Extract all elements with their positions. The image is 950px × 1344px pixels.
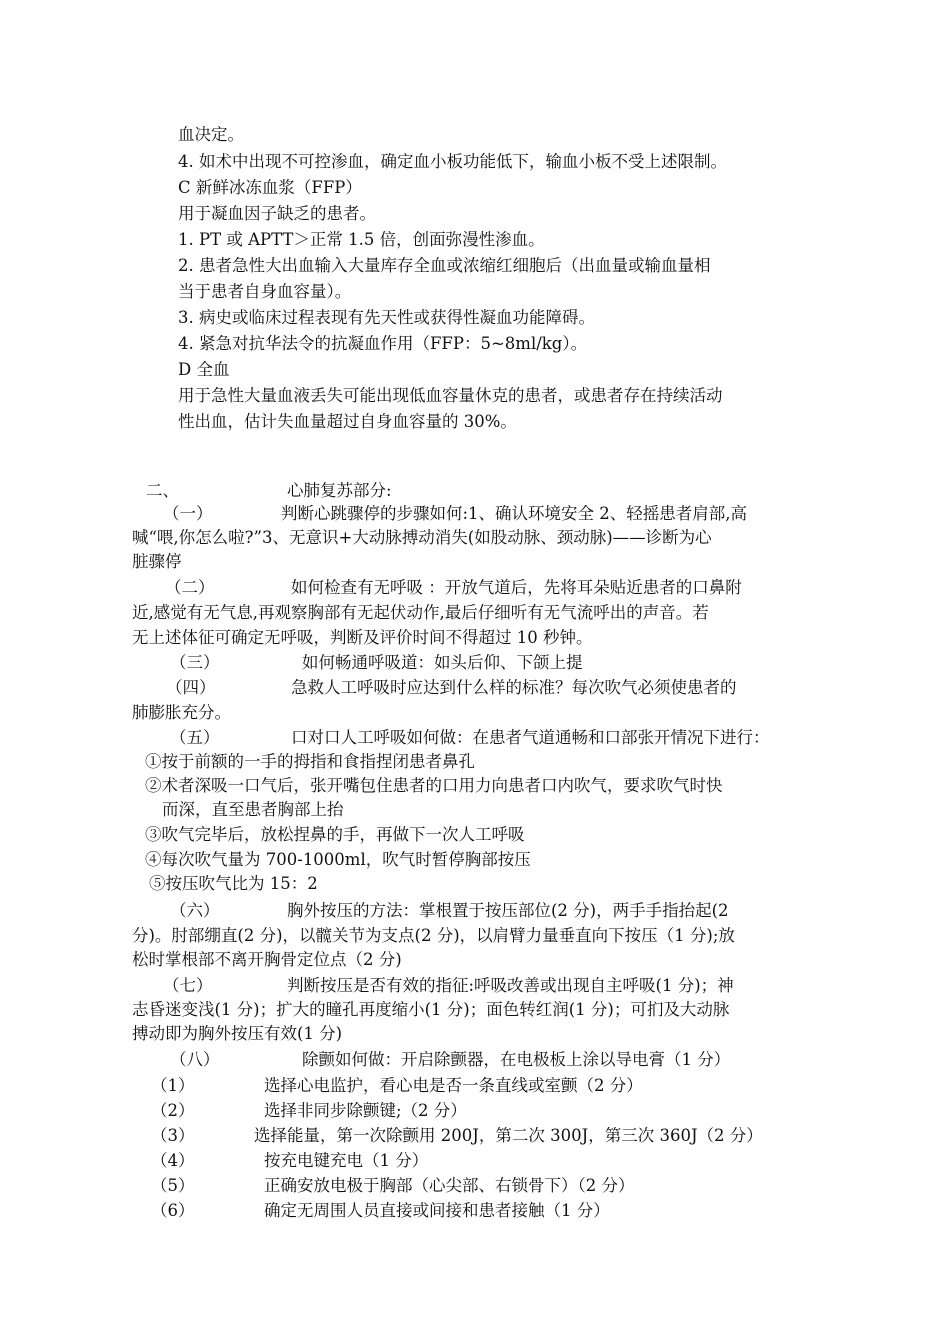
step-text: 选择非同步除颤键;（2 分）: [264, 1101, 467, 1120]
text-line: 用于急性大量血液丢失可能出现低血容量休克的患者，或患者存在持续活动: [178, 386, 723, 405]
text-line: 4. 紧急对抗华法令的抗凝血作用（FFP：5~8ml/kg）。: [178, 334, 588, 353]
text-line: 性出血，估计失血量超过自身血容量的 30%。: [178, 412, 517, 431]
step-number: （4）: [151, 1151, 195, 1170]
item-number: （二）: [165, 578, 215, 597]
item-question: 如何检查有无呼吸 ：开放气道后，先将耳朵贴近患者的口鼻附: [291, 578, 742, 597]
item-text: 松时掌根部不离开胸骨定位点（2 分): [132, 950, 402, 969]
sub-point: ②术者深吸一口气后，张开嘴包住患者的口用力向患者口内吹气，要求吹气时快: [145, 776, 723, 795]
item-question: 如何畅通呼吸道：如头后仰、下颌上提: [302, 653, 583, 672]
item-number: （一）: [163, 504, 213, 523]
item-text: 肺膨胀充分。: [132, 703, 231, 722]
item-question: 判断按压是否有效的指征:呼吸改善或出现自主呼吸(1 分)；神: [287, 976, 734, 995]
item-text: 无上述体征可确定无呼吸，判断及评价时间不得超过 10 秒钟。: [132, 628, 593, 647]
step-number: （6）: [151, 1201, 195, 1220]
item-number: （六）: [170, 901, 220, 920]
item-question: 急救人工呼吸时应达到什么样的标准？每次吹气必须使患者的: [291, 678, 737, 697]
section-number: 二、: [146, 481, 179, 500]
step-text: 选择能量，第一次除颤用 200J，第二次 300J，第三次 360J（2 分）: [254, 1126, 763, 1145]
step-text: 正确安放电极于胸部（心尖部、右锁骨下）（2 分）: [264, 1176, 635, 1195]
item-question: 口对口人工呼吸如何做：在患者气道通畅和口部张开情况下进行：: [291, 728, 770, 747]
text-line: 用于凝血因子缺乏的患者。: [178, 204, 376, 223]
step-text: 按充电键充电（1 分）: [264, 1151, 429, 1170]
text-line: 4. 如术中出现不可控渗血，确定血小板功能低下，输血小板不受上述限制。: [178, 152, 727, 171]
sub-point: ③吹气完毕后，放松捏鼻的手，再做下一次人工呼吸: [145, 825, 525, 844]
item-number: （五）: [170, 728, 220, 747]
step-number: （1）: [151, 1076, 195, 1095]
item-text: 分)。肘部绷直(2 分)，以髋关节为支点(2 分)，以肩臂力量垂直向下按压（1 分);放: [132, 926, 735, 945]
text-line: 当于患者自身血容量）。: [178, 282, 352, 301]
item-question: 除颤如何做：开启除颤器，在电极板上涂以导电膏（1 分）: [302, 1050, 731, 1069]
sub-point: ④每次吹气量为 700-1000ml，吹气时暂停胸部按压: [145, 850, 531, 869]
text-line: 3. 病史或临床过程表现有先天性或获得性凝血功能障碍。: [178, 308, 595, 327]
item-text: 近,感觉有无气息,再观察胸部有无起伏动作,最后仔细听有无气流呼出的声音。若: [132, 603, 709, 622]
section-title: 心肺复苏部分:: [287, 481, 392, 500]
text-line: 1. PT 或 APTT＞正常 1.5 倍，创面弥漫性渗血。: [178, 230, 545, 249]
item-question: 胸外按压的方法：掌根置于按压部位(2 分)，两手手指抬起(2: [287, 901, 729, 920]
sub-point: ⑤按压吹气比为 15：2: [149, 874, 318, 893]
sub-point: ①按于前额的一手的拇指和食指捏闭患者鼻孔: [145, 752, 475, 771]
text-line: 2. 患者急性大出血输入大量库存全血或浓缩红细胞后（出血量或输血量相: [178, 256, 711, 275]
text-line: C 新鲜冰冻血浆（FFP）: [178, 178, 362, 197]
text-line: 血决定。: [178, 125, 244, 144]
item-number: （八）: [170, 1050, 220, 1069]
item-number: （三）: [170, 653, 220, 672]
step-number: （5）: [151, 1176, 195, 1195]
item-text: 脏骤停: [132, 552, 182, 571]
step-text: 确定无周围人员直接或间接和患者接触（1 分）: [264, 1201, 610, 1220]
item-text: 志昏迷变浅(1 分)；扩大的瞳孔再度缩小(1 分)；面色转红润(1 分)；可扪及大动脉: [132, 1000, 730, 1019]
text-line: D 全血: [178, 360, 230, 379]
item-number: （七）: [163, 976, 213, 995]
item-text: 喊“喂,你怎么啦?”3、无意识+大动脉搏动消失(如股动脉、颈动脉)——诊断为心: [132, 528, 712, 547]
item-number: （四）: [166, 678, 216, 697]
item-question: 判断心跳骤停的步骤如何:1、确认环境安全 2、轻摇患者肩部,高: [281, 504, 748, 523]
item-text: 搏动即为胸外按压有效(1 分): [132, 1024, 343, 1043]
step-number: （3）: [151, 1126, 195, 1145]
step-text: 选择心电监护，看心电是否一条直线或室颤（2 分）: [264, 1076, 643, 1095]
step-number: （2）: [151, 1101, 195, 1120]
sub-point: 而深，直至患者胸部上抬: [162, 800, 344, 819]
